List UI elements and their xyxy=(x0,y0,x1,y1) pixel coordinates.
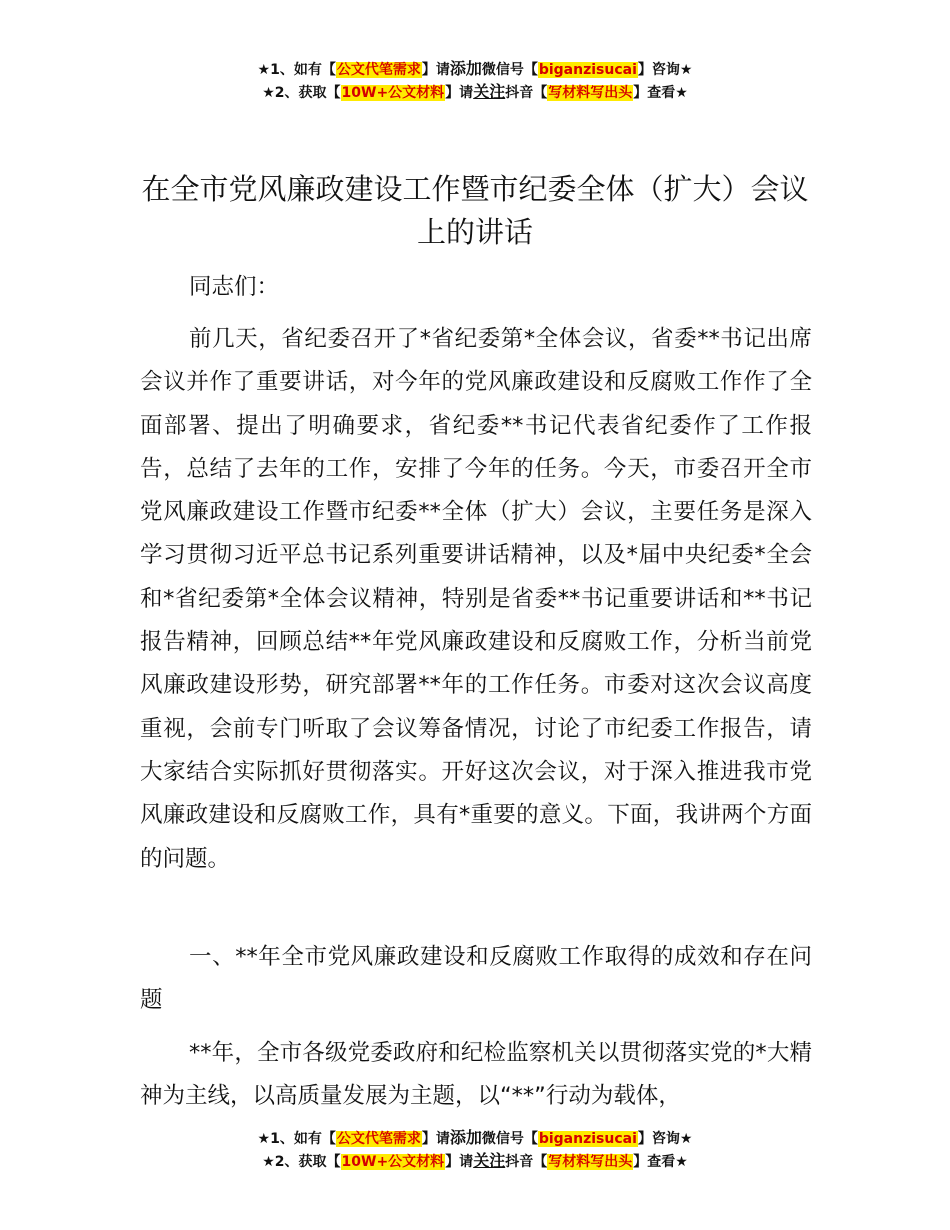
banner-emphasis: 添加 xyxy=(449,1128,482,1147)
banner-text: 抖音【 xyxy=(505,1154,548,1170)
banner-text: 】请 xyxy=(421,62,450,78)
highlight-wechat-id: biganzisucai xyxy=(538,62,637,78)
banner-text: ★1、如有【 xyxy=(257,1131,336,1147)
banner-text: ★2、获取【 xyxy=(262,85,341,101)
banner-text: 】请 xyxy=(421,1131,450,1147)
banner-text: ★1、如有【 xyxy=(257,62,336,78)
document-title: 在全市党风廉政建设工作暨市纪委全体（扩大）会议上的讲话 xyxy=(141,172,809,249)
paragraph-2: **年，全市各级党委政府和纪检监察机关以贯彻落实党的*大精神为主线，以高质量发展为主题，以“**”行动为载体， xyxy=(140,1040,812,1110)
banner-text: 抖音【 xyxy=(505,85,548,101)
banner-emphasis: 添加 xyxy=(449,59,482,78)
banner-emphasis: 关注 xyxy=(473,1151,506,1170)
banner-text: 】咨询★ xyxy=(637,62,693,78)
highlight-materials: 10W+公文材料 xyxy=(341,85,445,101)
banner-text: ★2、获取【 xyxy=(262,1154,341,1170)
highlight-douyin-account: 写材料写出头 xyxy=(548,1154,633,1170)
banner-text: 】咨询★ xyxy=(637,1131,693,1147)
banner-text: 】查看★ xyxy=(633,85,688,101)
banner-line-1 xyxy=(0,1127,950,1150)
banner-text: 】请 xyxy=(445,85,474,101)
banner-text: 】请 xyxy=(445,1154,474,1170)
bottom-banner xyxy=(0,1127,950,1173)
banner-line-1 xyxy=(0,58,950,81)
highlight-service: 公文代笔需求 xyxy=(336,1131,421,1147)
salutation: 同志们： xyxy=(189,274,280,300)
banner-line-2 xyxy=(0,1150,950,1173)
highlight-wechat-id: biganzisucai xyxy=(538,1131,637,1147)
highlight-service: 公文代笔需求 xyxy=(336,62,421,78)
section-heading-1: 一、**年全市党风廉政建设和反腐败工作取得的成效和存在问题 xyxy=(140,944,812,1014)
banner-line-2 xyxy=(0,81,950,104)
paragraph-1: 前几天，省纪委召开了*省纪委第*全体会议，省委**书记出席会议并作了重要讲话，对今年的党风廉政建设和反腐败工作作了全面部署、提出了明确要求，省纪委**书记代表省纪委作了工作报告，总结了去年的工作，安排了今年的任务。今天，市委召开全市党风廉政建设工作暨市纪委**全体（扩大）会议，主要任务是深入学习贯彻习近平总书记系列重要讲话精神，以及*届中央纪委*全会和*省纪委第*全体会议精神，特别是省委**书记重要讲话和**书记报告精神，回顾总结**年党风廉政建设和反腐败工作，分析当前党风廉政建设形势，研究部署**年的工作任务。市委对这次会议高度重视，会前专门听取了会议筹备情况，讨论了市纪委工作报告，请大家结合实际抓好贯彻落实。开好这次会议，对于深入推进我市党风廉政建设和反腐败工作，具有*重要的意义。下面，我讲两个方面的问题。 xyxy=(140,326,812,872)
top-banner xyxy=(0,58,950,104)
banner-text: 微信号【 xyxy=(481,1131,538,1147)
banner-text: 微信号【 xyxy=(481,62,538,78)
banner-emphasis: 关注 xyxy=(473,82,506,101)
highlight-douyin-account: 写材料写出头 xyxy=(548,85,633,101)
highlight-materials: 10W+公文材料 xyxy=(341,1154,445,1170)
banner-text: 】查看★ xyxy=(633,1154,688,1170)
